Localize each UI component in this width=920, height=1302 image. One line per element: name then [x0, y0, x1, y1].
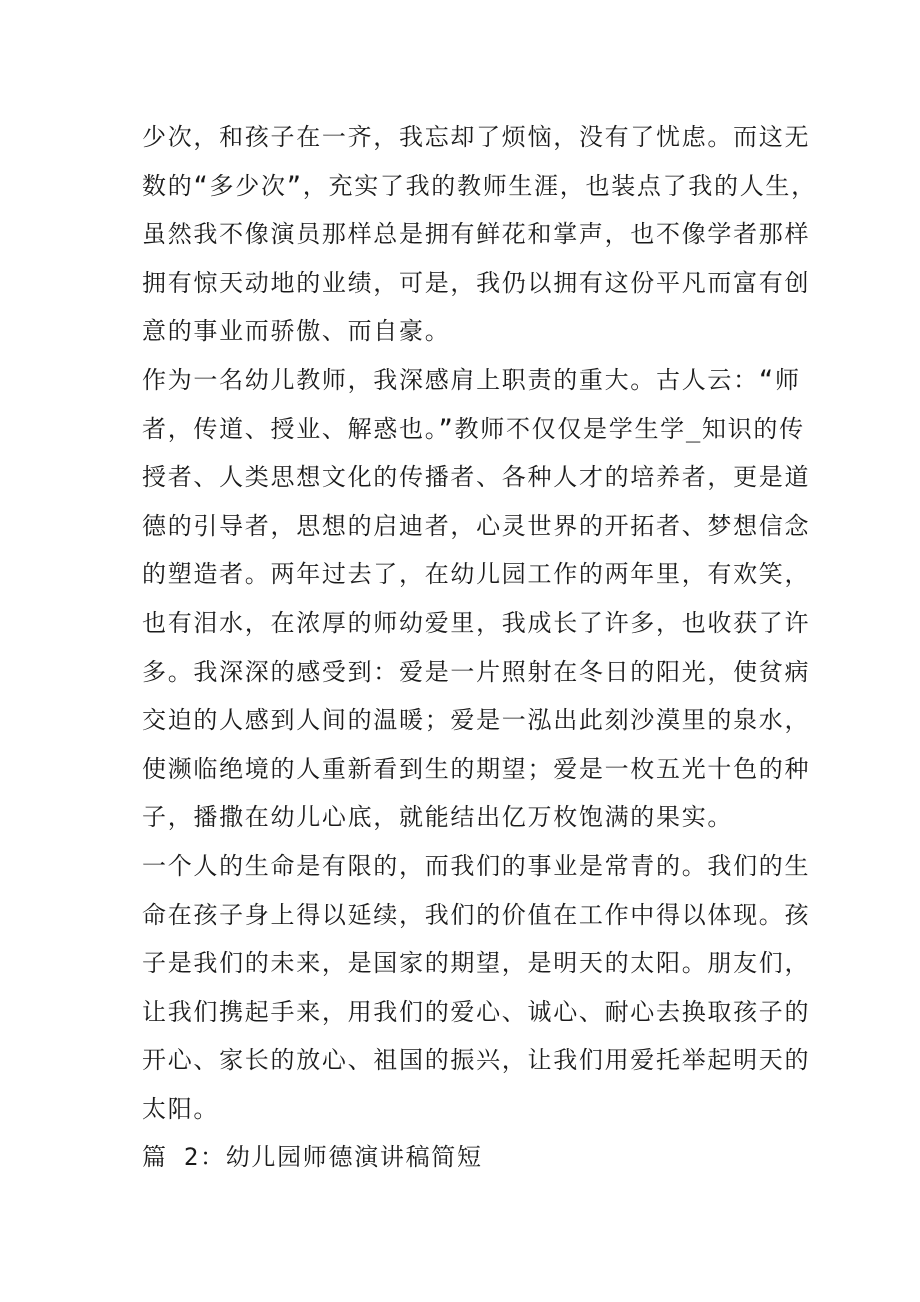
text-line: 子，播撒在幼儿心底，就能结出亿万枚饱满的果实。	[142, 803, 734, 832]
text-line: 太阳。	[142, 1094, 220, 1123]
text-line: 使濒临绝境的人重新看到生的期望；爱是一枚五光十色的种	[142, 754, 811, 783]
text-line: 授者、人类思想文化的传播者、各种人才的培养者，更是道	[142, 463, 811, 492]
paragraph-2	[142, 356, 811, 842]
text-line: 命在孩子身上得以延续，我们的价值在工作中得以体现。孩	[142, 900, 811, 929]
text-line: 交迫的人感到人间的温暖；爱是一泓出此刻沙漠里的泉水，	[142, 706, 811, 735]
text-line: 作为一名幼儿教师，我深感肩上职责的重大。古人云：“师	[142, 365, 801, 394]
text-line: 少次，和孩子在一齐，我忘却了烦恼，没有了忧虑。而这无	[142, 123, 811, 151]
text-line: 子是我们的未来，是国家的期望，是明天的太阳。朋友们，	[142, 949, 811, 978]
text-line: 让我们携起手来，用我们的爱心、诚心、耐心去换取孩子的	[142, 997, 811, 1026]
text-line: 德的引导者，思想的启迪者，心灵世界的开拓者、梦想信念	[142, 511, 811, 540]
text-line: 数的“多少次”，充实了我的教师生涯，也装点了我的人生，	[142, 171, 817, 200]
document-body	[142, 113, 817, 1182]
text-line: 多。我深深的感受到：爱是一片照射在冬日的阳光，使贫病	[142, 657, 811, 686]
paragraph-3	[142, 842, 811, 1134]
section-heading: 篇 2：幼儿园师德演讲稿简短	[142, 1143, 483, 1172]
text-line: 也有泪水，在浓厚的师幼爱里，我成长了许多，也收获了许	[142, 608, 811, 637]
text-line: 开心、家长的放心、祖国的振兴，让我们用爱托举起明天的	[142, 1046, 811, 1075]
paragraph-1	[142, 113, 817, 356]
text-line: 意的事业而骄傲、而自豪。	[142, 317, 451, 346]
text-line: 者，传道、授业、解惑也。”教师不仅仅是学生学_知识的传	[142, 414, 805, 443]
text-line: 的塑造者。两年过去了，在幼儿园工作的两年里，有欢笑，	[142, 560, 811, 589]
text-line: 拥有惊天动地的业绩，可是，我仍以拥有这份平凡而富有创	[142, 268, 811, 297]
text-line: 虽然我不像演员那样总是拥有鲜花和掌声，也不像学者那样	[142, 220, 811, 249]
text-line: 一个人的生命是有限的，而我们的事业是常青的。我们的生	[142, 851, 811, 880]
